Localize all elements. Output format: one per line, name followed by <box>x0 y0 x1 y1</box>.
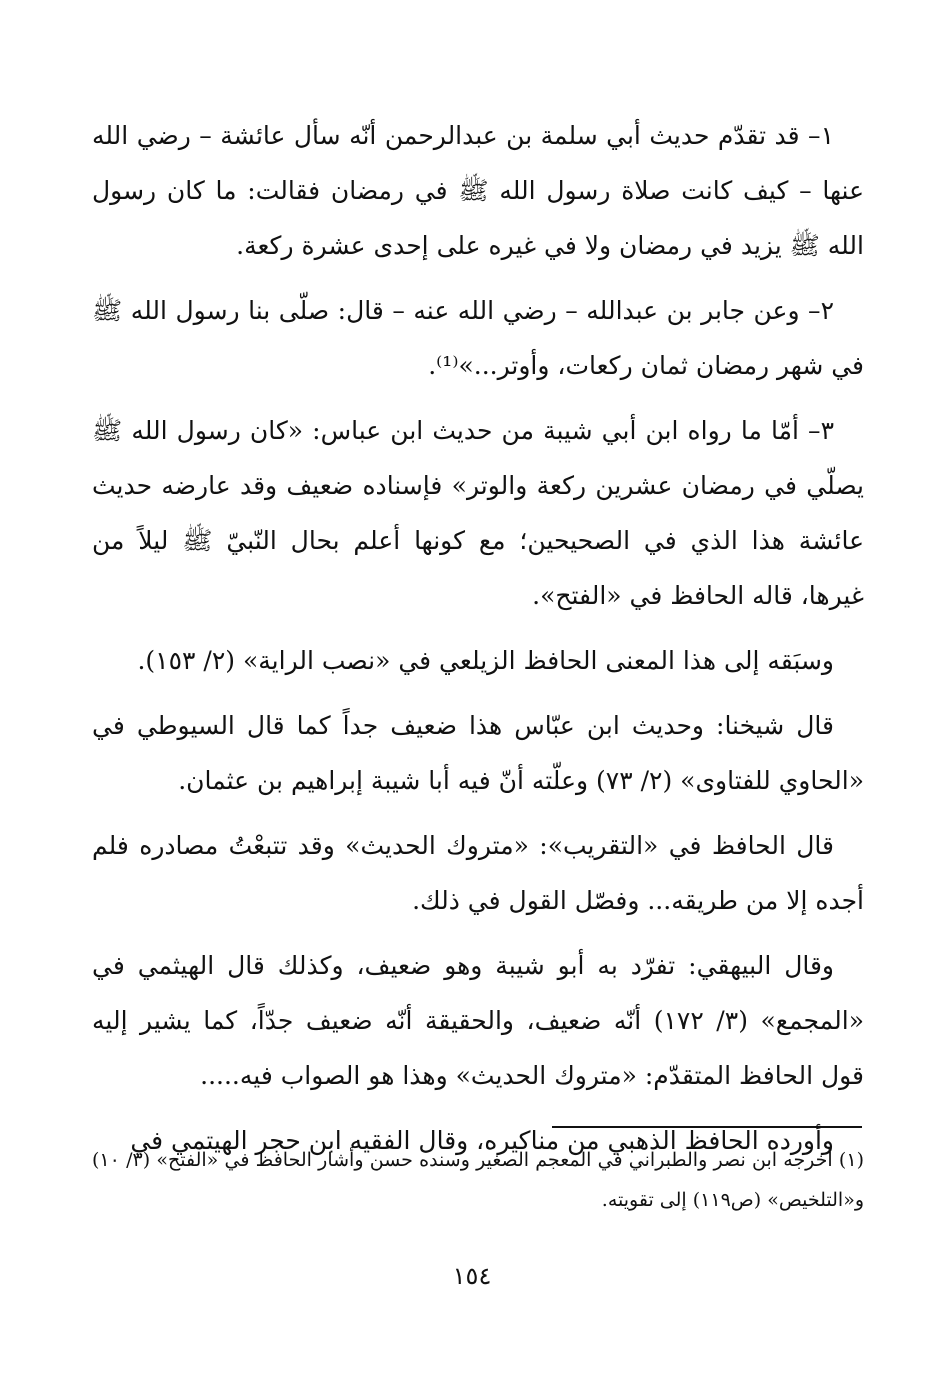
paragraph-5: قال شيخنا: وحديث ابن عبّاس هذا ضعيف جداً كما قال السيوطي في «الحاوي للفتاوى» (٢/ ٧٣) وعلّته أنّ فيه أبا شيبة إبراهيم بن عثمان. <box>92 711 864 795</box>
paragraph-6: قال الحافظ في «التقريب»: «متروك الحديث» وقد تتبعْتُ مصادره فلم أجده إلا من طريقه... وفصّل القول في ذلك. <box>92 831 864 915</box>
main-text <box>92 108 864 1178</box>
page-number: ١٥٤ <box>452 1262 492 1290</box>
paragraph-8: وأورده الحافظ الذهبي من مناكيره، وقال الفقيه ابن حجر الهيتمي في <box>130 1126 834 1155</box>
paragraph-2: ٢– وعن جابر بن عبدالله – رضي الله عنه – قال: صلّى بنا رسول الله ﷺ في شهر رمضان ثمان ركعات، وأوتر...»⁽¹⁾. <box>92 296 864 380</box>
paragraph-4: وسبَقه إلى هذا المعنى الحافظ الزيلعي في «نصب الراية» (٢/ ١٥٣). <box>137 646 834 675</box>
paragraph-1: ١– قد تقدّم حديث أبي سلمة بن عبدالرحمن أنّه سأل عائشة – رضي الله عنها – كيف كانت صلاة رسول الله ﷺ في رمضان فقالت: ما كان رسول الله ﷺ يزيد في رمضان ولا في غيره على إحدى عشرة ركعة. <box>92 121 864 260</box>
footnote-divider <box>552 1126 862 1128</box>
paragraph-3: ٣– أمّا ما رواه ابن أبي شيبة من حديث ابن عباس: «كان رسول الله ﷺ يصلّي في رمضان عشرين ركعة والوتر» فإسناده ضعيف وقد عارضه حديث عائشة هذا الذي في الصحيحين؛ مع كونها أعلم بحال النّبيّ ﷺ ليلاً من غيرها، قاله الحافظ في «الفتح». <box>92 416 864 610</box>
footnote: (١) أخرجه ابن نصر والطبراني في المعجم الصغير وسنده حسن وأشار الحافظ في «الفتح» (٣/ ١٠) و«التلخيص» (ص١١٩) إلى تقويته. <box>92 1149 864 1211</box>
paragraph-7: وقال البيهقي: تفرّد به أبو شيبة وهو ضعيف، وكذلك قال الهيثمي في «المجمع» (٣/ ١٧٢) أنّه ضعيف، والحقيقة أنّه ضعيف جدّاً، كما يشير إليه قول الحافظ المتقدّم: «متروك الحديث» وهذا هو الصواب فيه..... <box>92 951 864 1090</box>
